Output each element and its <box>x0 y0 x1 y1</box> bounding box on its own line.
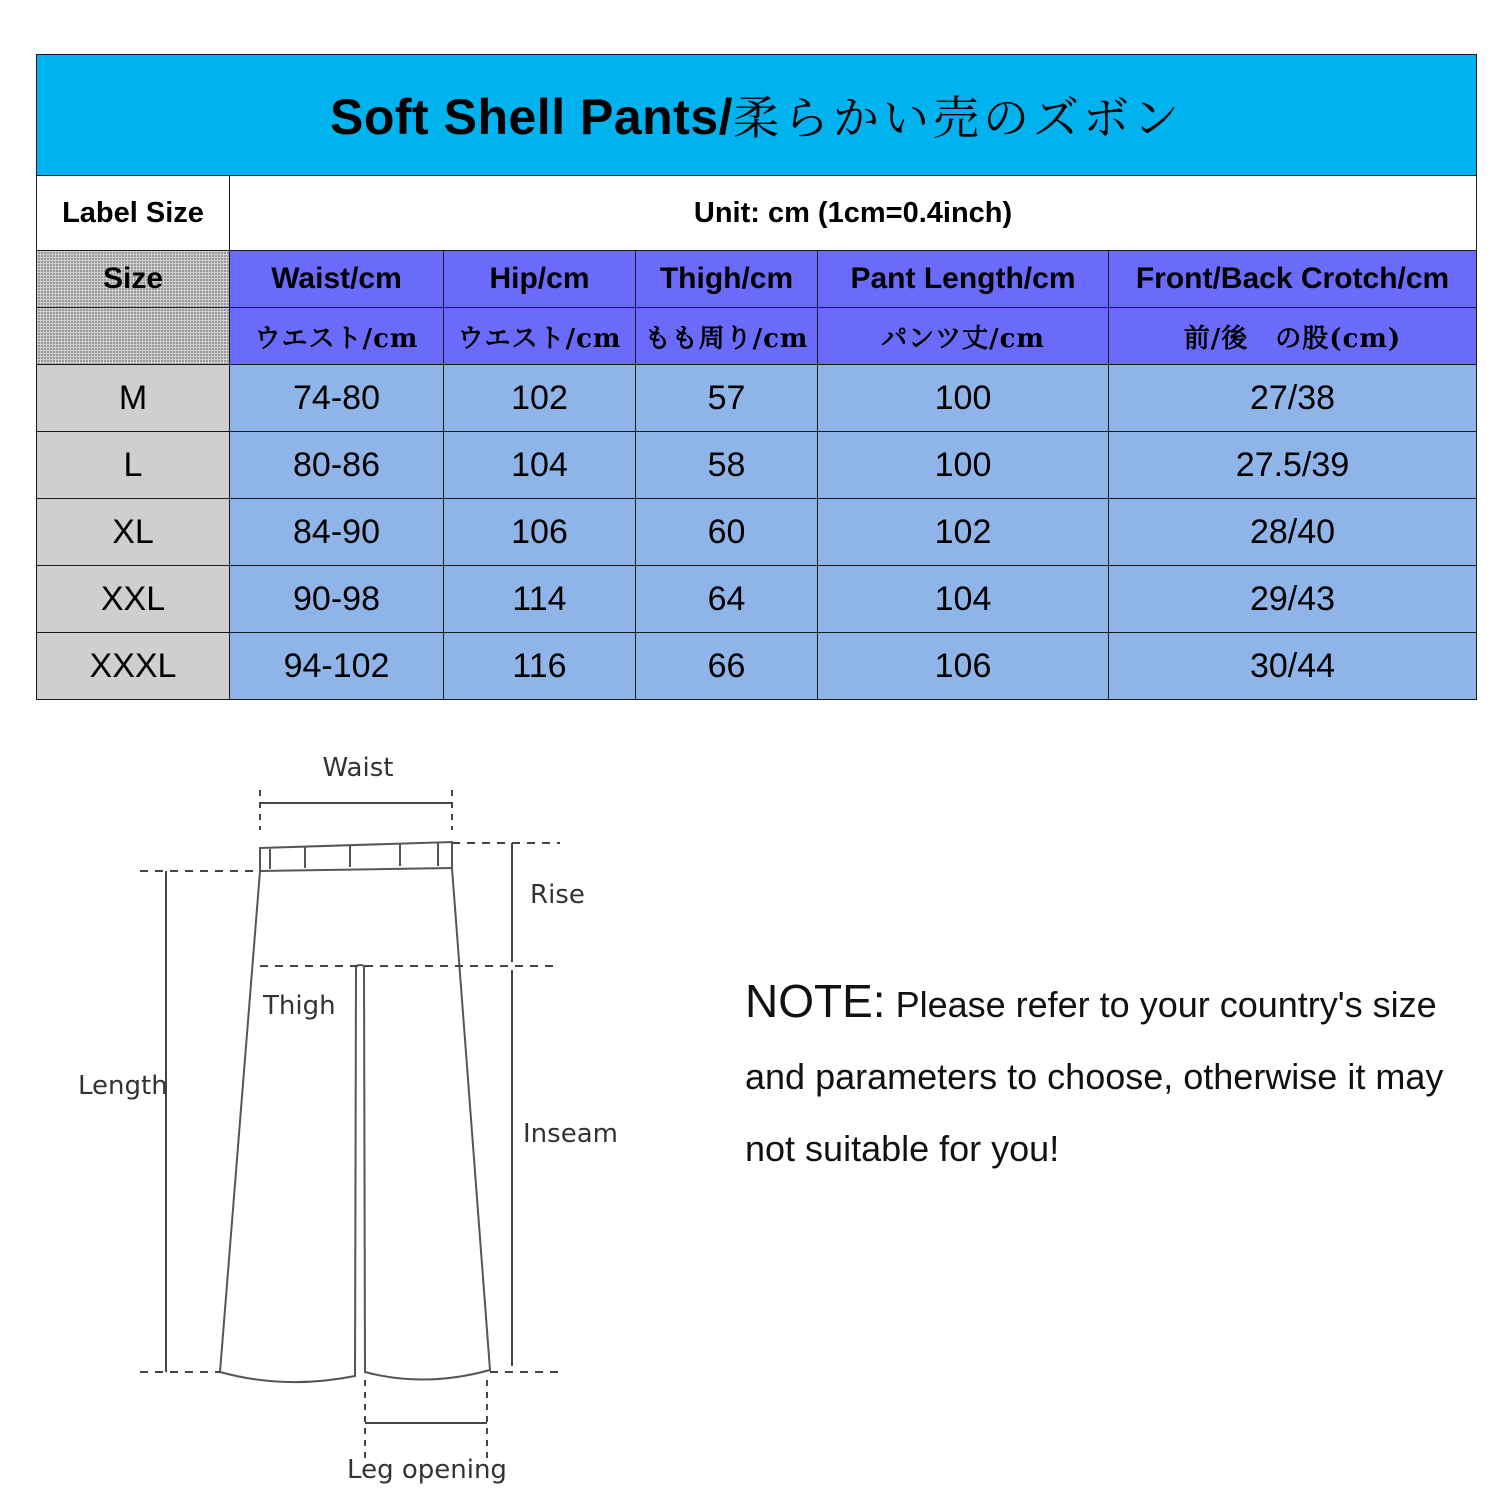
unit-cell: Unit: cm (1cm=0.4inch) <box>230 176 1477 251</box>
length-label: Length <box>78 1071 168 1101</box>
col-header-thigh: Thigh/cm <box>636 251 818 308</box>
size-header-blank <box>37 308 230 365</box>
pant-length-value: 100 <box>818 365 1109 432</box>
col-header-hip: Hip/cm <box>444 251 636 308</box>
waist-label: Waist <box>322 753 394 783</box>
table-row <box>37 432 1477 499</box>
thigh-value: 66 <box>636 633 818 700</box>
inseam-label: Inseam <box>523 1119 618 1149</box>
thigh-value: 60 <box>636 499 818 566</box>
rise-inseam-dimension <box>260 843 560 1372</box>
waist-value: 74-80 <box>230 365 444 432</box>
rise-label: Rise <box>530 880 585 910</box>
table-row <box>37 566 1477 633</box>
thigh-value: 58 <box>636 432 818 499</box>
chart-title-en: Soft Shell Pants/ <box>330 89 734 145</box>
table-row <box>37 365 1477 432</box>
hip-value: 114 <box>444 566 636 633</box>
pant-length-value: 102 <box>818 499 1109 566</box>
size-cell: XL <box>37 499 230 566</box>
size-cell: XXXL <box>37 633 230 700</box>
col-header-crotch-jp: 前/後 の股(cm) <box>1109 308 1477 365</box>
hip-value: 104 <box>444 432 636 499</box>
size-chart-table <box>36 54 1477 700</box>
thigh-label: Thigh <box>263 991 336 1021</box>
thigh-value: 64 <box>636 566 818 633</box>
crotch-value: 28/40 <box>1109 499 1477 566</box>
crotch-value: 27.5/39 <box>1109 432 1477 499</box>
leg-opening-dimension <box>365 1380 487 1458</box>
chart-title-jp: 柔らかい売のズボン <box>733 91 1184 145</box>
pant-length-value: 100 <box>818 432 1109 499</box>
label-size-cell: Label Size <box>37 176 230 251</box>
col-header-thigh-jp: もも周り/cm <box>636 308 818 365</box>
waist-value: 80-86 <box>230 432 444 499</box>
hip-value: 116 <box>444 633 636 700</box>
hip-value: 106 <box>444 499 636 566</box>
table-row <box>37 633 1477 700</box>
col-header-waist: Waist/cm <box>230 251 444 308</box>
crotch-value: 29/43 <box>1109 566 1477 633</box>
hip-value: 102 <box>444 365 636 432</box>
pants-outline <box>220 842 490 1382</box>
waist-value: 84-90 <box>230 499 444 566</box>
col-header-hip-jp: ウエスト/cm <box>444 308 636 365</box>
waist-value: 90-98 <box>230 566 444 633</box>
length-dimension <box>140 871 260 1372</box>
thigh-value: 57 <box>636 365 818 432</box>
size-cell: L <box>37 432 230 499</box>
col-header-pant-length: Pant Length/cm <box>818 251 1109 308</box>
table-row <box>37 499 1477 566</box>
col-header-crotch: Front/Back Crotch/cm <box>1109 251 1477 308</box>
chart-title <box>37 55 1477 176</box>
col-header-waist-jp: ウエスト/cm <box>230 308 444 365</box>
col-header-pant-length-jp: パンツ丈/cm <box>818 308 1109 365</box>
pant-length-value: 104 <box>818 566 1109 633</box>
waist-value: 94-102 <box>230 633 444 700</box>
crotch-value: 30/44 <box>1109 633 1477 700</box>
size-header: Size <box>37 251 230 308</box>
note <box>745 965 1465 1185</box>
size-cell: M <box>37 365 230 432</box>
leg-opening-label: Leg opening <box>347 1455 507 1485</box>
size-cell: XXL <box>37 566 230 633</box>
waist-dimension <box>260 790 452 830</box>
note-label: NOTE: <box>745 975 886 1027</box>
crotch-value: 27/38 <box>1109 365 1477 432</box>
pants-measurement-diagram <box>60 740 660 1490</box>
pant-length-value: 106 <box>818 633 1109 700</box>
note-body: Please refer to your country's size and parameters to choose, otherwise it may not suitable for you! <box>745 984 1444 1169</box>
